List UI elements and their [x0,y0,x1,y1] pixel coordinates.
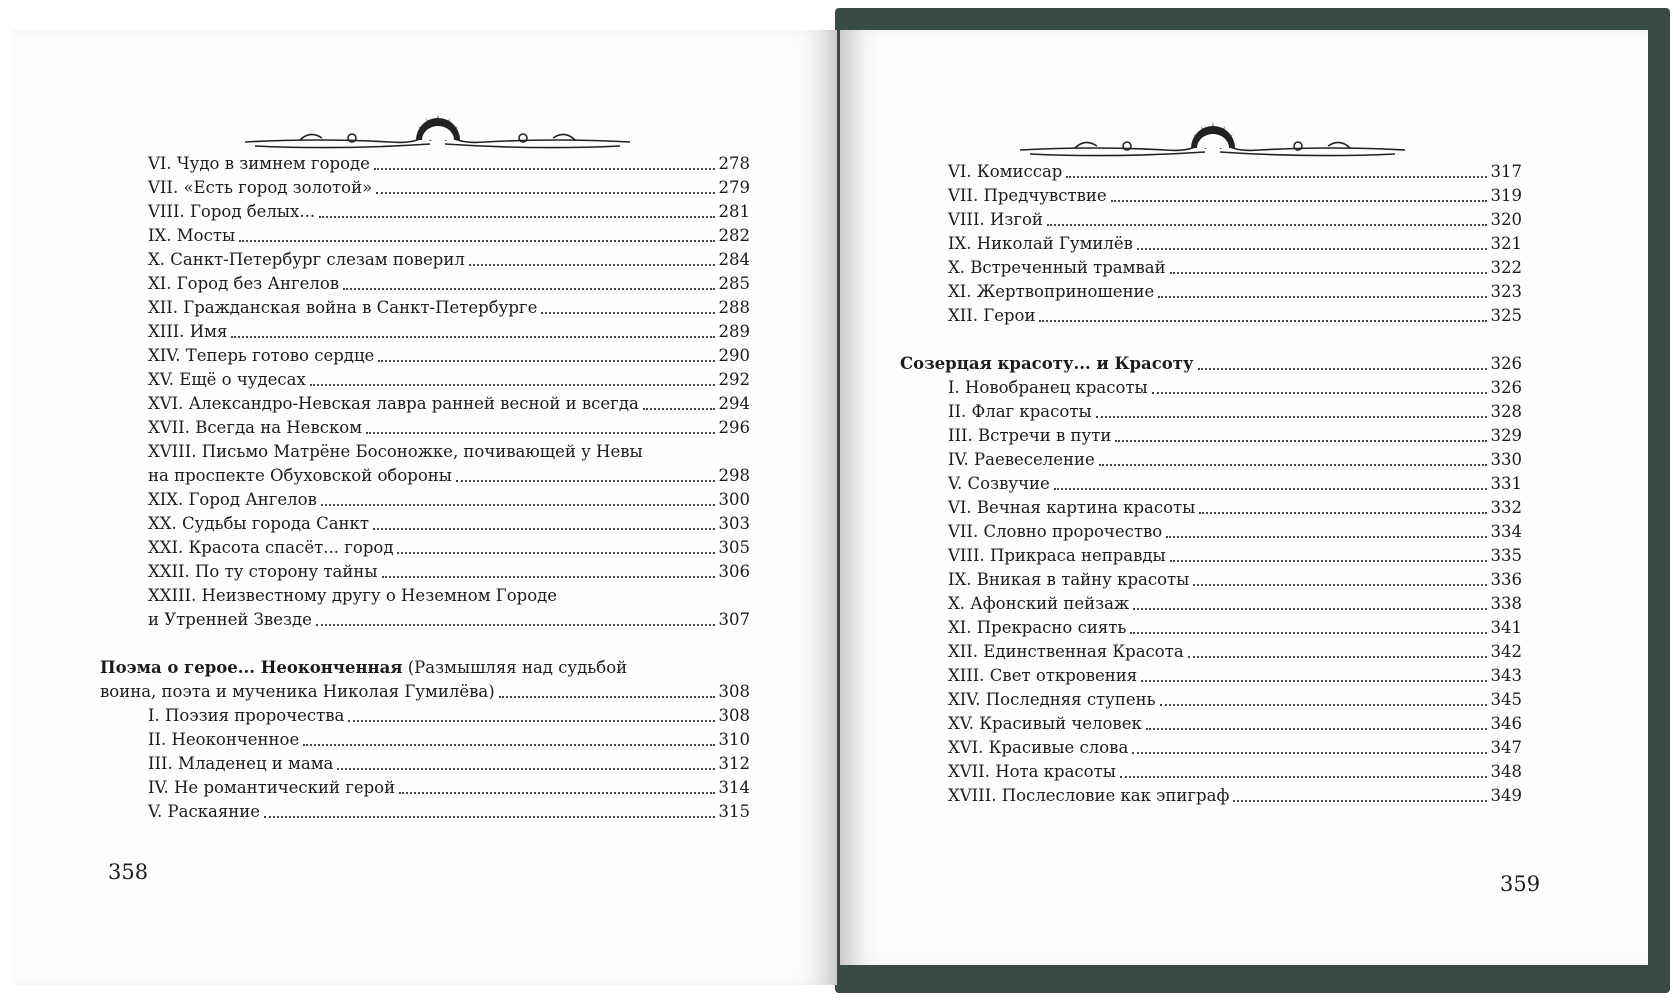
toc-section-heading: Поэма о герое... Неоконченная (Размышляя над судьбой [100,658,628,677]
toc-entry: XI. Прекрасно сиять 341 [948,618,1522,637]
toc-entry: VIII. Прикраса неправды 335 [948,546,1522,565]
toc-entry: VI. Вечная картина красоты 332 [948,498,1522,517]
toc-entry: XIV. Теперь готово сердце 290 [148,346,750,365]
toc-entry: IX. Николай Гумилёв 321 [948,234,1522,253]
toc-entry: IV. Раевеселение 330 [948,450,1522,469]
toc-entry: XIII. Имя 289 [148,322,750,341]
toc-entry-line1: XVIII. Письмо Матрёне Босоножке, почивающей у Невы [148,442,643,461]
toc-entry: I. Новобранец красоты 326 [948,378,1522,397]
toc-entry: XV. Красивый человек 346 [948,714,1522,733]
toc-entry: XXI. Красота спасёт... город 305 [148,538,750,557]
toc-entry: III. Встречи в пути 329 [948,426,1522,445]
left-toc [100,150,750,822]
toc-entry: XII. Гражданская война в Санкт-Петербурге 288 [148,298,750,317]
toc-entry: и Утренней Звезде 307 [148,610,750,629]
toc-entry: X. Встреченный трамвай 322 [948,258,1522,277]
toc-entry: XII. Единственная Красота 342 [948,642,1522,661]
toc-entry: XII. Герои 325 [948,306,1522,325]
page-number: 358 [108,860,149,884]
toc-entry: XIX. Город Ангелов 300 [148,490,750,509]
toc-entry: III. Младенец и мама 312 [148,754,750,773]
toc-entry: IV. Не романтический герой 314 [148,778,750,797]
toc-section-heading: Созерцая красоту... и Красоту 326 [900,354,1522,373]
toc-entry: XVIII. Послесловие как эпиграф 349 [948,786,1522,805]
toc-entry: X. Афонский пейзаж 338 [948,594,1522,613]
toc-entry: V. Раскаяние 315 [148,802,750,821]
toc-entry: II. Флаг красоты 328 [948,402,1522,421]
toc-entry: XVII. Нота красоты 348 [948,762,1522,781]
toc-entry: VI. Комиссар 317 [948,162,1522,181]
toc-entry: VII. Словно пророчество 334 [948,522,1522,541]
toc-entry: XIII. Свет откровения 343 [948,666,1522,685]
toc-entry: XI. Жертвоприношение 323 [948,282,1522,301]
fan-scroll-ornament-icon [240,110,635,152]
toc-entry: XIV. Последняя ступень 345 [948,690,1522,709]
toc-entry: VII. «Есть город золотой» 279 [148,178,750,197]
toc-entry: IX. Мосты 282 [148,226,750,245]
toc-entry: VII. Предчувствие 319 [948,186,1522,205]
toc-entry: XXII. По ту сторону тайны 306 [148,562,750,581]
right-toc [900,158,1522,806]
toc-entry: XVI. Александро-Невская лавра ранней весной и всегда 294 [148,394,750,413]
toc-entry: VIII. Изгой 320 [948,210,1522,229]
toc-entry: XX. Судьбы города Санкт 303 [148,514,750,533]
toc-entry: II. Неоконченное 310 [148,730,750,749]
toc-entry: IX. Вникая в тайну красоты 336 [948,570,1522,589]
page-number: 359 [1500,872,1541,896]
toc-entry: на проспекте Обуховской обороны 298 [148,466,750,485]
fan-scroll-ornament-icon [1015,118,1410,160]
toc-entry: V. Созвучие 331 [948,474,1522,493]
toc-entry-line1: XXIII. Неизвестному другу о Неземном Городе [148,586,558,605]
toc-entry: XVII. Всегда на Невском 296 [148,418,750,437]
toc-entry: X. Санкт-Петербург слезам поверил 284 [148,250,750,269]
toc-entry: VIII. Город белых... 281 [148,202,750,221]
toc-section-heading-line2: воина, поэта и мученика Николая Гумилёва) 308 [100,682,750,701]
toc-entry: XV. Ещё о чудесах 292 [148,370,750,389]
toc-entry: I. Поэзия пророчества 308 [148,706,750,725]
toc-entry: XI. Город без Ангелов 285 [148,274,750,293]
toc-entry: XVI. Красивые слова 347 [948,738,1522,757]
toc-entry: VI. Чудо в зимнем городе 278 [148,154,750,173]
